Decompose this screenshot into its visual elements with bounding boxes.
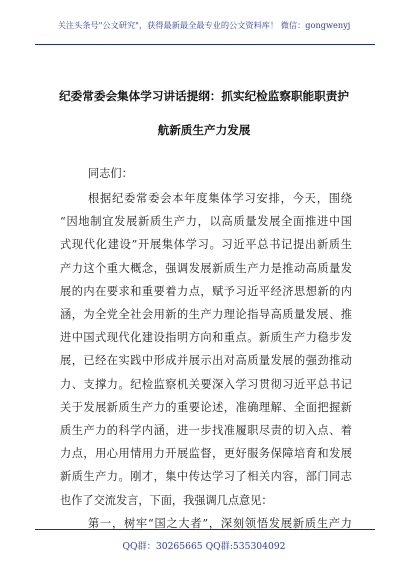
paragraph-line: 第一，树牢“国之大者”，深刻领悟发展新质生产力	[88, 516, 352, 530]
paragraph-line: “因地制宜发展新质生产力，以高质量发展全面推进中国	[60, 215, 352, 229]
paragraph-line: 也作了交流发言，下面，我强调几点意见：	[60, 493, 273, 507]
paragraph-line: 根据纪委常委会本年度集体学习安排，今天，围绕	[88, 192, 352, 205]
paragraph-line: 涵，为全党全社会用新的生产力理论指导高质量发展、推	[60, 308, 352, 321]
paragraph-line: 关于发展新质生产力的重要论述，准确理解、全面把握新	[60, 400, 352, 414]
paragraph-line: 力点，用心用情用力开展监督，更好服务保障培育和发展	[60, 447, 352, 461]
paragraph-line: 新质生产力。刚才，集中传达学习了相关内容，部门同志	[60, 470, 352, 484]
document-title-line-2: 航新质生产力发展	[157, 123, 251, 137]
header-note: 关注头条号"公文研究"，获得最新最全最专业的公文资料库！ 微信：gongwenyj	[57, 20, 351, 30]
footer-divider	[35, 529, 375, 530]
header-divider	[35, 44, 375, 45]
paragraph-line: 展，已经在实践中形成并展示出对高质量发展的强劲推动	[60, 354, 352, 368]
document-title-line-1: 纪委常委会集体学习讲话提纲：抓实纪检监察职能职责护	[59, 89, 349, 103]
paragraph-line: 力、支撑力。纪检监察机关要深入学习贯彻习近平总书记	[60, 377, 352, 391]
greeting: 同志们：	[88, 167, 133, 180]
paragraph-line: 产力这个重大概念，强调发展新质生产力是推动高质量发	[60, 261, 352, 275]
paragraph-line: 进中国式现代化建设指明方向和重点。新质生产力稳步发	[60, 331, 352, 345]
paragraph-line: 质生产力的科学内涵，进一步找准履职尽责的切入点、着	[60, 424, 352, 437]
paragraph-line: 展的内在要求和重要着力点，赋予习近平经济思想新的内	[60, 284, 352, 298]
footer-note: QQ群：30265665 QQ群:535304092	[122, 541, 286, 552]
paragraph-line: 式现代化建设”开展集体学习。习近平总书记提出新质生	[60, 238, 352, 252]
